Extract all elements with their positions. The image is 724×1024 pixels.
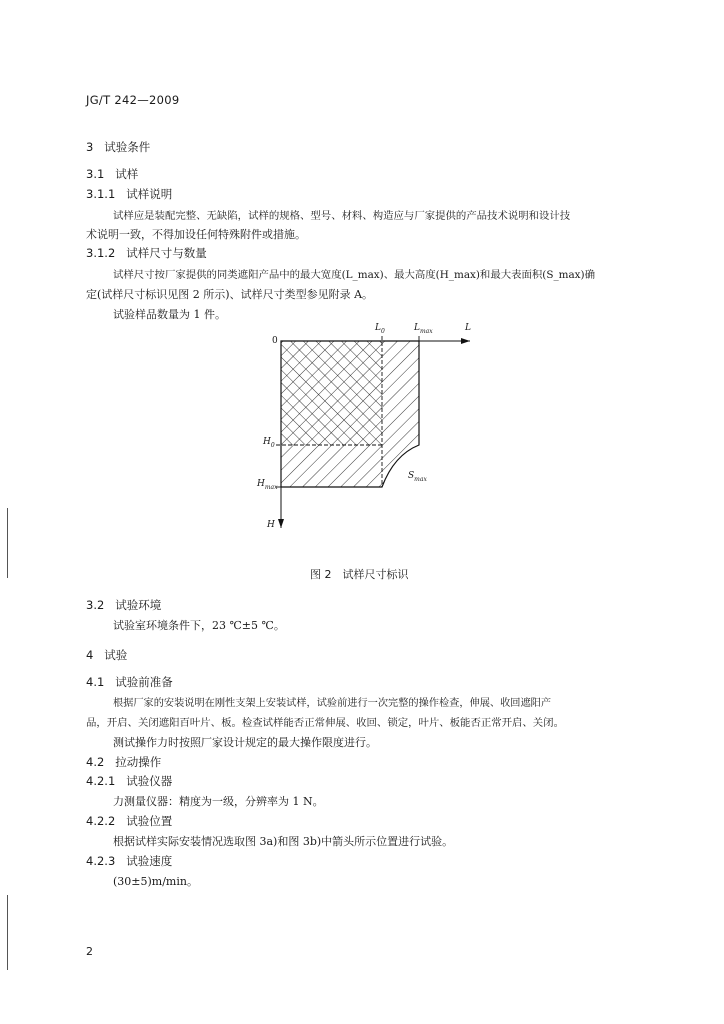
section-number: 4	[86, 648, 94, 662]
figure-hmax-subscript: max	[264, 483, 278, 491]
region-hmax-extension	[281, 445, 382, 487]
figure-caption: 图 2 试样尺寸标识	[310, 568, 409, 581]
h-axis-arrowhead	[278, 519, 284, 528]
section-number: 3	[86, 140, 94, 154]
section-number: 3.2	[86, 598, 105, 612]
paragraph-line: 术说明一致，不得加设任何特殊附件或措施。	[86, 228, 306, 241]
section-number: 3.1.2	[86, 246, 116, 260]
figure-smax-letter: S	[408, 471, 415, 481]
figure-lmax-label	[414, 323, 433, 335]
paragraph-line: (30±5)m/min。	[113, 875, 198, 888]
section-title: 试验	[104, 648, 128, 662]
page-number: 2	[86, 945, 93, 958]
section-title: 试验仪器	[126, 774, 173, 788]
section-title: 拉动操作	[115, 755, 162, 769]
section-number: 4.2.2	[86, 814, 116, 828]
paragraph-line: 试样尺寸按厂家提供的同类遮阳产品中的最大宽度(L_max)、最大高度(H_max)和最大表面积(S_max)确	[113, 269, 595, 281]
paragraph-line: 测试操作力时按照厂家设计规定的最大操作限度进行。	[113, 736, 377, 749]
section-title: 试样说明	[126, 187, 173, 201]
paragraph-line: 根据试样实际安装情况选取图 3a)和图 3b)中箭头所示位置进行试验。	[113, 835, 454, 848]
section-title: 试验前准备	[115, 675, 173, 689]
figure-h0-subscript: 0	[270, 441, 275, 449]
section-number: 4.1	[86, 675, 105, 689]
figure-smax-label	[408, 471, 427, 483]
figure-origin-label: 0	[272, 336, 278, 346]
paragraph-line: 品，开启、关闭遮阳百叶片、板。检查试样能否正常伸展、收回、锁定，叶片、板能否正常开启、关闭。	[86, 717, 564, 729]
section-3-2-heading	[86, 597, 161, 613]
figure-lmax-subscript: max	[419, 327, 433, 335]
region-l0-h0-cross	[281, 341, 382, 445]
section-title: 试验位置	[126, 814, 173, 828]
figure-l-axis-label: L	[465, 323, 471, 333]
figure-h0-label	[263, 437, 275, 449]
section-title: 试样尺寸与数量	[126, 246, 207, 260]
section-4-2-2-heading	[86, 813, 172, 829]
figure-h-axis-label: H	[267, 520, 275, 530]
section-4-heading	[86, 647, 127, 663]
section-4-2-heading	[86, 754, 161, 770]
region-lmax-extension	[382, 341, 419, 487]
section-number: 4.2.1	[86, 774, 116, 788]
figure-hmax-label	[257, 479, 278, 491]
section-title: 试样	[115, 167, 139, 181]
figure-h0-letter: H	[263, 437, 271, 447]
standard-number: JG/T 242—2009	[86, 93, 180, 107]
figure-l0-label	[375, 323, 385, 335]
section-number: 3.1.1	[86, 187, 116, 201]
paragraph-line: 试样应是装配完整、无缺陷，试样的规格、型号、材料、构造应与厂家提供的产品技术说明和设计技	[113, 210, 571, 222]
section-title: 试验速度	[126, 854, 173, 868]
section-4-2-3-heading	[86, 853, 172, 869]
paragraph-line: 根据厂家的安装说明在刚性支架上安装试样，试验前进行一次完整的操作检查，伸展、收回遮阳产	[113, 698, 552, 709]
section-title: 试验条件	[104, 140, 151, 154]
figure-l0-letter: L	[375, 323, 381, 333]
paragraph-line: 定(试样尺寸标识见图 2 所示)、试样尺寸类型参见附录 A。	[86, 288, 374, 301]
figure-hmax-letter: H	[257, 479, 265, 489]
section-number: 4.2	[86, 755, 105, 769]
paragraph-line: 力测量仪器：精度为一级，分辨率为 1 N。	[113, 795, 324, 808]
figure-lmax-letter: L	[414, 323, 420, 333]
section-title: 试验环境	[115, 598, 162, 612]
paragraph-line: 试验样品数量为 1 件。	[113, 308, 226, 321]
section-4-1-heading	[86, 674, 173, 690]
figure-l0-subscript: 0	[380, 327, 385, 335]
figure-smax-subscript: max	[414, 475, 427, 483]
l-axis-arrowhead	[461, 338, 470, 344]
paragraph-line: 试验室环境条件下，23 ℃±5 ℃。	[113, 619, 285, 632]
section-4-2-1-heading	[86, 773, 172, 789]
section-number: 3.1	[86, 167, 105, 181]
section-number: 4.2.3	[86, 854, 116, 868]
